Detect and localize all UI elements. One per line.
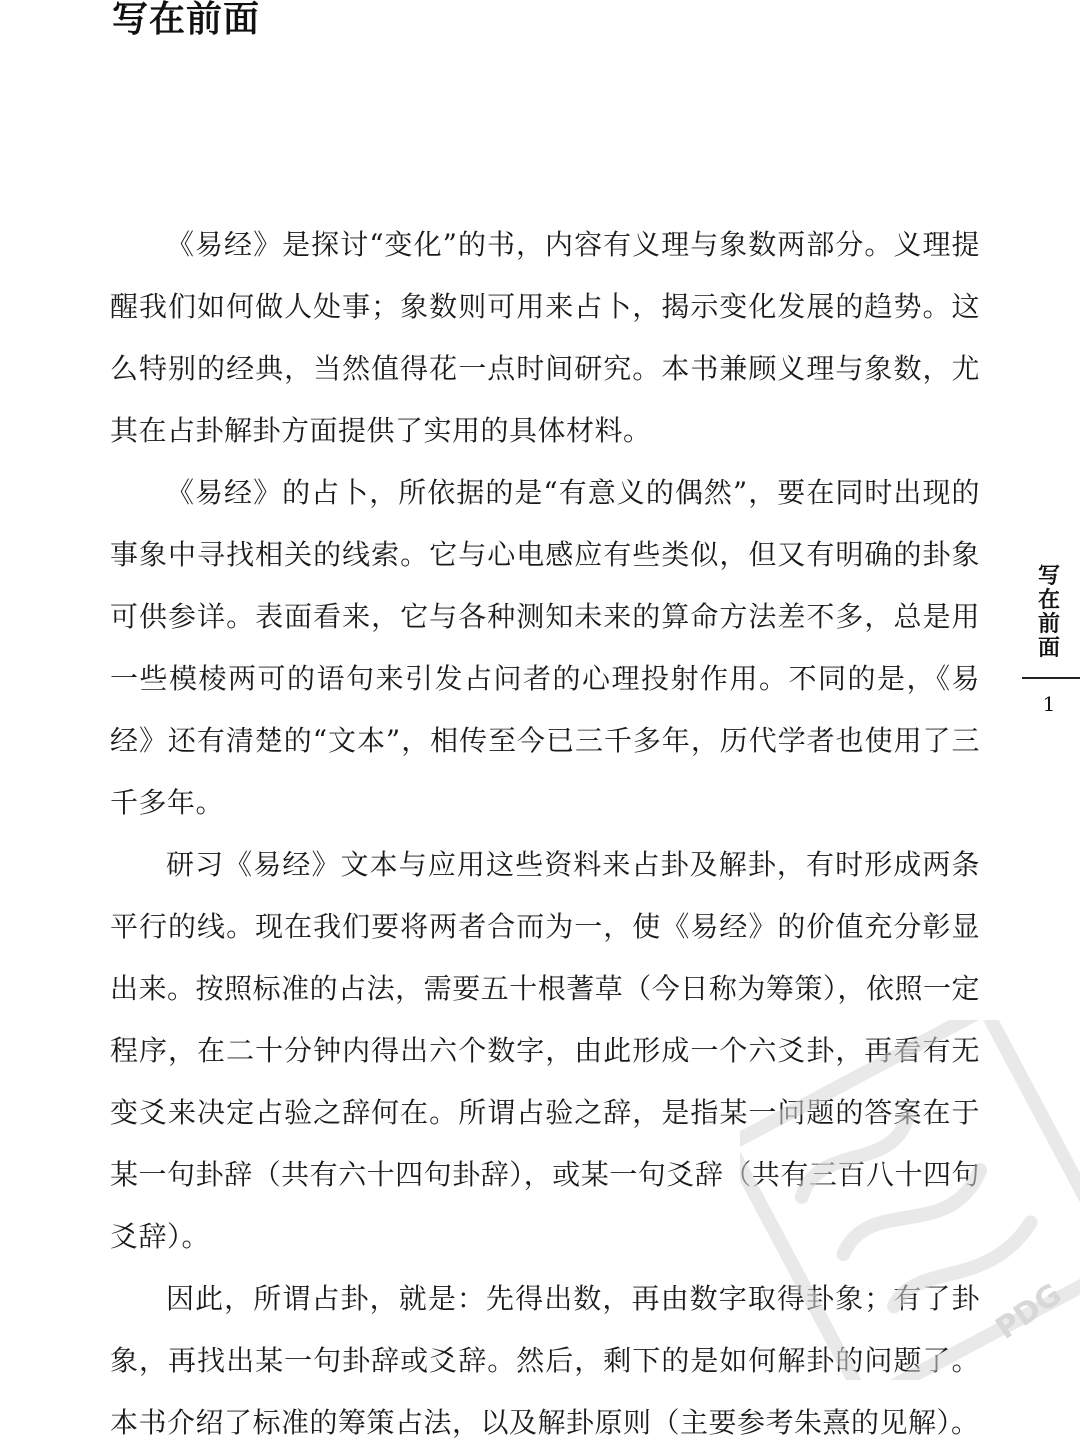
paragraph-2: 《易经》的占卜，所依据的是“有意义的偶然”，要在同时出现的事象中寻找相关的线索。它与心电感应有些类似，但又有明确的卦象可供参详。表面看来，它与各种测知未来的算命方法差不多，总是用一些模棱两可的语句来引发占问者的心理投射作用。不同的是，《易经》还有清楚的“文本”，相传至今已三千多年，历代学者也使用了三千多年。 [110, 476, 980, 819]
page-title: 写在前面 [112, 0, 261, 40]
paragraph-4: 因此，所谓占卦，就是：先得出数，再由数字取得卦象；有了卦象，再找出某一句卦辞或爻辞。然后，剩下的是如何解卦的问题了。本书介绍了标准的筹策占法，以及解卦原则（主要参考朱熹的见解）。 [110, 1282, 980, 1439]
paragraph-3: 研习《易经》文本与应用这些资料来占卦及解卦，有时形成两条平行的线。现在我们要将两者合而为一，使《易经》的价值充分彰显出来。按照标准的占法，需要五十根蓍草（今日称为筹策），依照一定程序，在二十分钟内得出六个数字，由此形成一个六爻卦，再看有无变爻来决定占验之辞何在。所谓占验之辞，是指某一问题的答案在于某一句卦辞（共有六十四句卦辞），或某一句爻辞（共有三百八十四句爻辞）。 [110, 848, 980, 1253]
watermark-label: PDG [989, 1276, 1069, 1347]
running-header: 写在前面 [1037, 564, 1060, 661]
header-rule [1022, 677, 1080, 679]
page-number: 1 [1042, 692, 1056, 716]
body-text [110, 214, 980, 1454]
paragraph-1: 《易经》是探讨“变化”的书，内容有义理与象数两部分。义理提醒我们如何做人处事；象数则可用来占卜，揭示变化发展的趋势。这么特别的经典，当然值得花一点时间研究。本书兼顾义理与象数，尤其在占卦解卦方面提供了实用的具体材料。 [110, 228, 980, 447]
